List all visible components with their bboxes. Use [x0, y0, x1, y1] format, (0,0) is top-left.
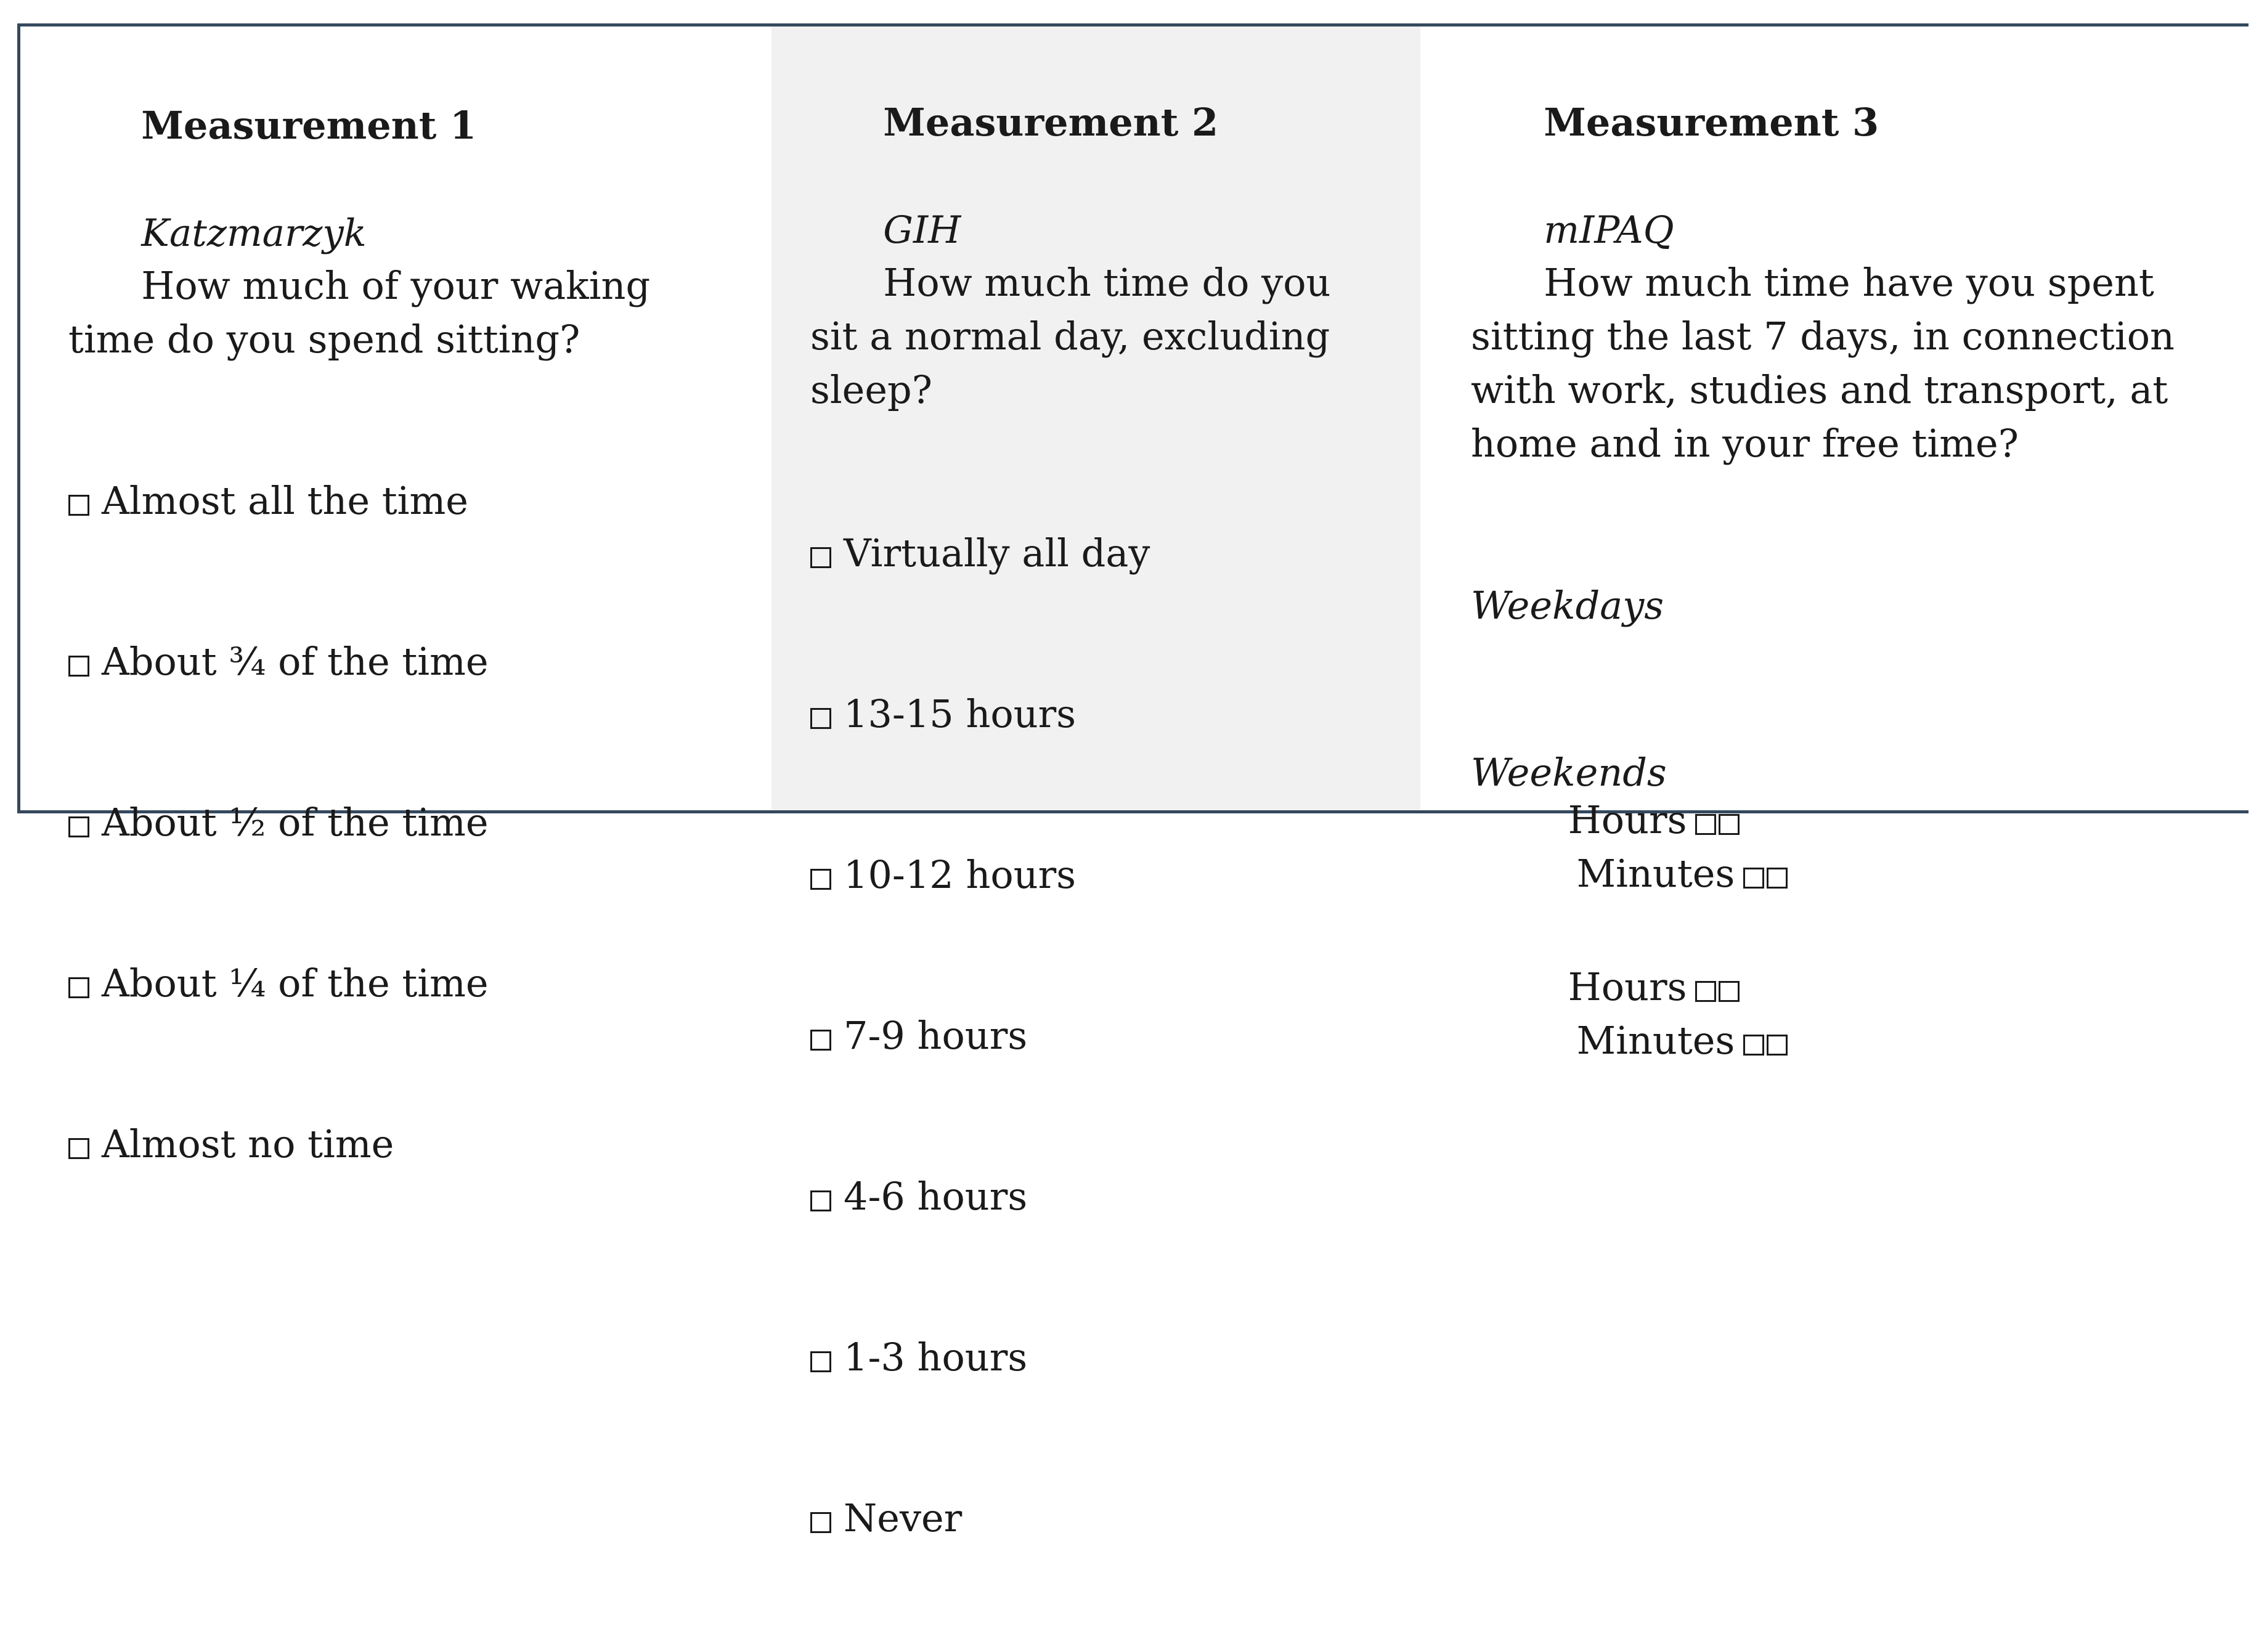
checkbox-icon[interactable]: [68, 656, 89, 677]
measurement-2-column: [771, 26, 1420, 1540]
checkbox-icon[interactable]: [68, 816, 89, 837]
option-item[interactable]: 4-6 hours: [810, 1170, 1408, 1223]
checkbox-icon[interactable]: [68, 1138, 89, 1159]
box-icon[interactable]: [1743, 1035, 1764, 1056]
measurement-1-name: Measurement 1: [141, 103, 477, 148]
weekdays-hours-label: Hours: [1568, 797, 1687, 842]
measurement-3-column: [1420, 26, 2249, 1063]
measurement-2-name: Measurement 2: [883, 100, 1219, 145]
weekdays-label: Weekdays: [1471, 583, 1664, 628]
checkbox-icon[interactable]: [810, 1512, 831, 1533]
option-item[interactable]: Virtually all day: [810, 526, 1408, 580]
box-icon[interactable]: [1719, 981, 1740, 1002]
measurement-3-name: Measurement 3: [1544, 100, 1879, 145]
checkbox-icon[interactable]: [810, 1190, 831, 1211]
measurement-2-options: [771, 419, 1420, 1652]
option-item[interactable]: 10-12 hours: [810, 848, 1408, 901]
measurement-2-question: How much time do you sit a normal day, excluding sleep?: [810, 260, 1343, 412]
weekends-hours-label: Hours: [1568, 964, 1687, 1009]
option-item[interactable]: About ½ of the time: [68, 795, 759, 849]
box-icon[interactable]: [1695, 981, 1716, 1002]
weekends-minutes-boxes[interactable]: [1743, 1014, 1788, 1067]
option-item[interactable]: Almost no time: [68, 1117, 759, 1171]
checkbox-icon[interactable]: [810, 547, 831, 568]
measurement-1-column: [20, 26, 771, 1166]
checkbox-icon[interactable]: [810, 1030, 831, 1051]
measurement-2-source: GIH: [883, 208, 961, 252]
box-icon[interactable]: [1767, 1035, 1788, 1056]
measurement-3-question: How much time have you spent sitting the last 7 days, in connection with work, studies and transport, at home and in your free time?: [1471, 260, 2187, 466]
measurement-3-source: mIPAQ: [1544, 208, 1674, 252]
weekends-hours-boxes[interactable]: [1695, 960, 1740, 1014]
weekdays-minutes-label: Minutes: [1576, 851, 1735, 896]
option-item[interactable]: 13-15 hours: [810, 687, 1408, 741]
checkbox-icon[interactable]: [68, 977, 89, 998]
measurements-table: [17, 23, 2249, 1540]
weekends-minutes-label: Minutes: [1576, 1018, 1735, 1063]
checkbox-icon[interactable]: [810, 869, 831, 890]
weekends-label: Weekends: [1471, 750, 1667, 795]
option-item[interactable]: 1-3 hours: [810, 1330, 1408, 1384]
measurement-1-options: [20, 367, 771, 1278]
measurement-1-source: Katzmarzyk: [141, 211, 367, 255]
weekends-section: [1420, 638, 2249, 1228]
option-item[interactable]: Never: [810, 1491, 1408, 1545]
weekends-entry: [1471, 906, 2236, 1121]
checkbox-icon[interactable]: [810, 1351, 831, 1372]
measurement-1-question: How much of your waking time do you spend sitting?: [68, 263, 662, 362]
option-item[interactable]: 7-9 hours: [810, 1009, 1408, 1062]
option-item[interactable]: Almost all the time: [68, 474, 759, 527]
option-item[interactable]: About ¾ of the time: [68, 635, 759, 688]
checkbox-icon[interactable]: [810, 708, 831, 729]
option-item[interactable]: About ¼ of the time: [68, 956, 759, 1010]
checkbox-icon[interactable]: [68, 495, 89, 516]
